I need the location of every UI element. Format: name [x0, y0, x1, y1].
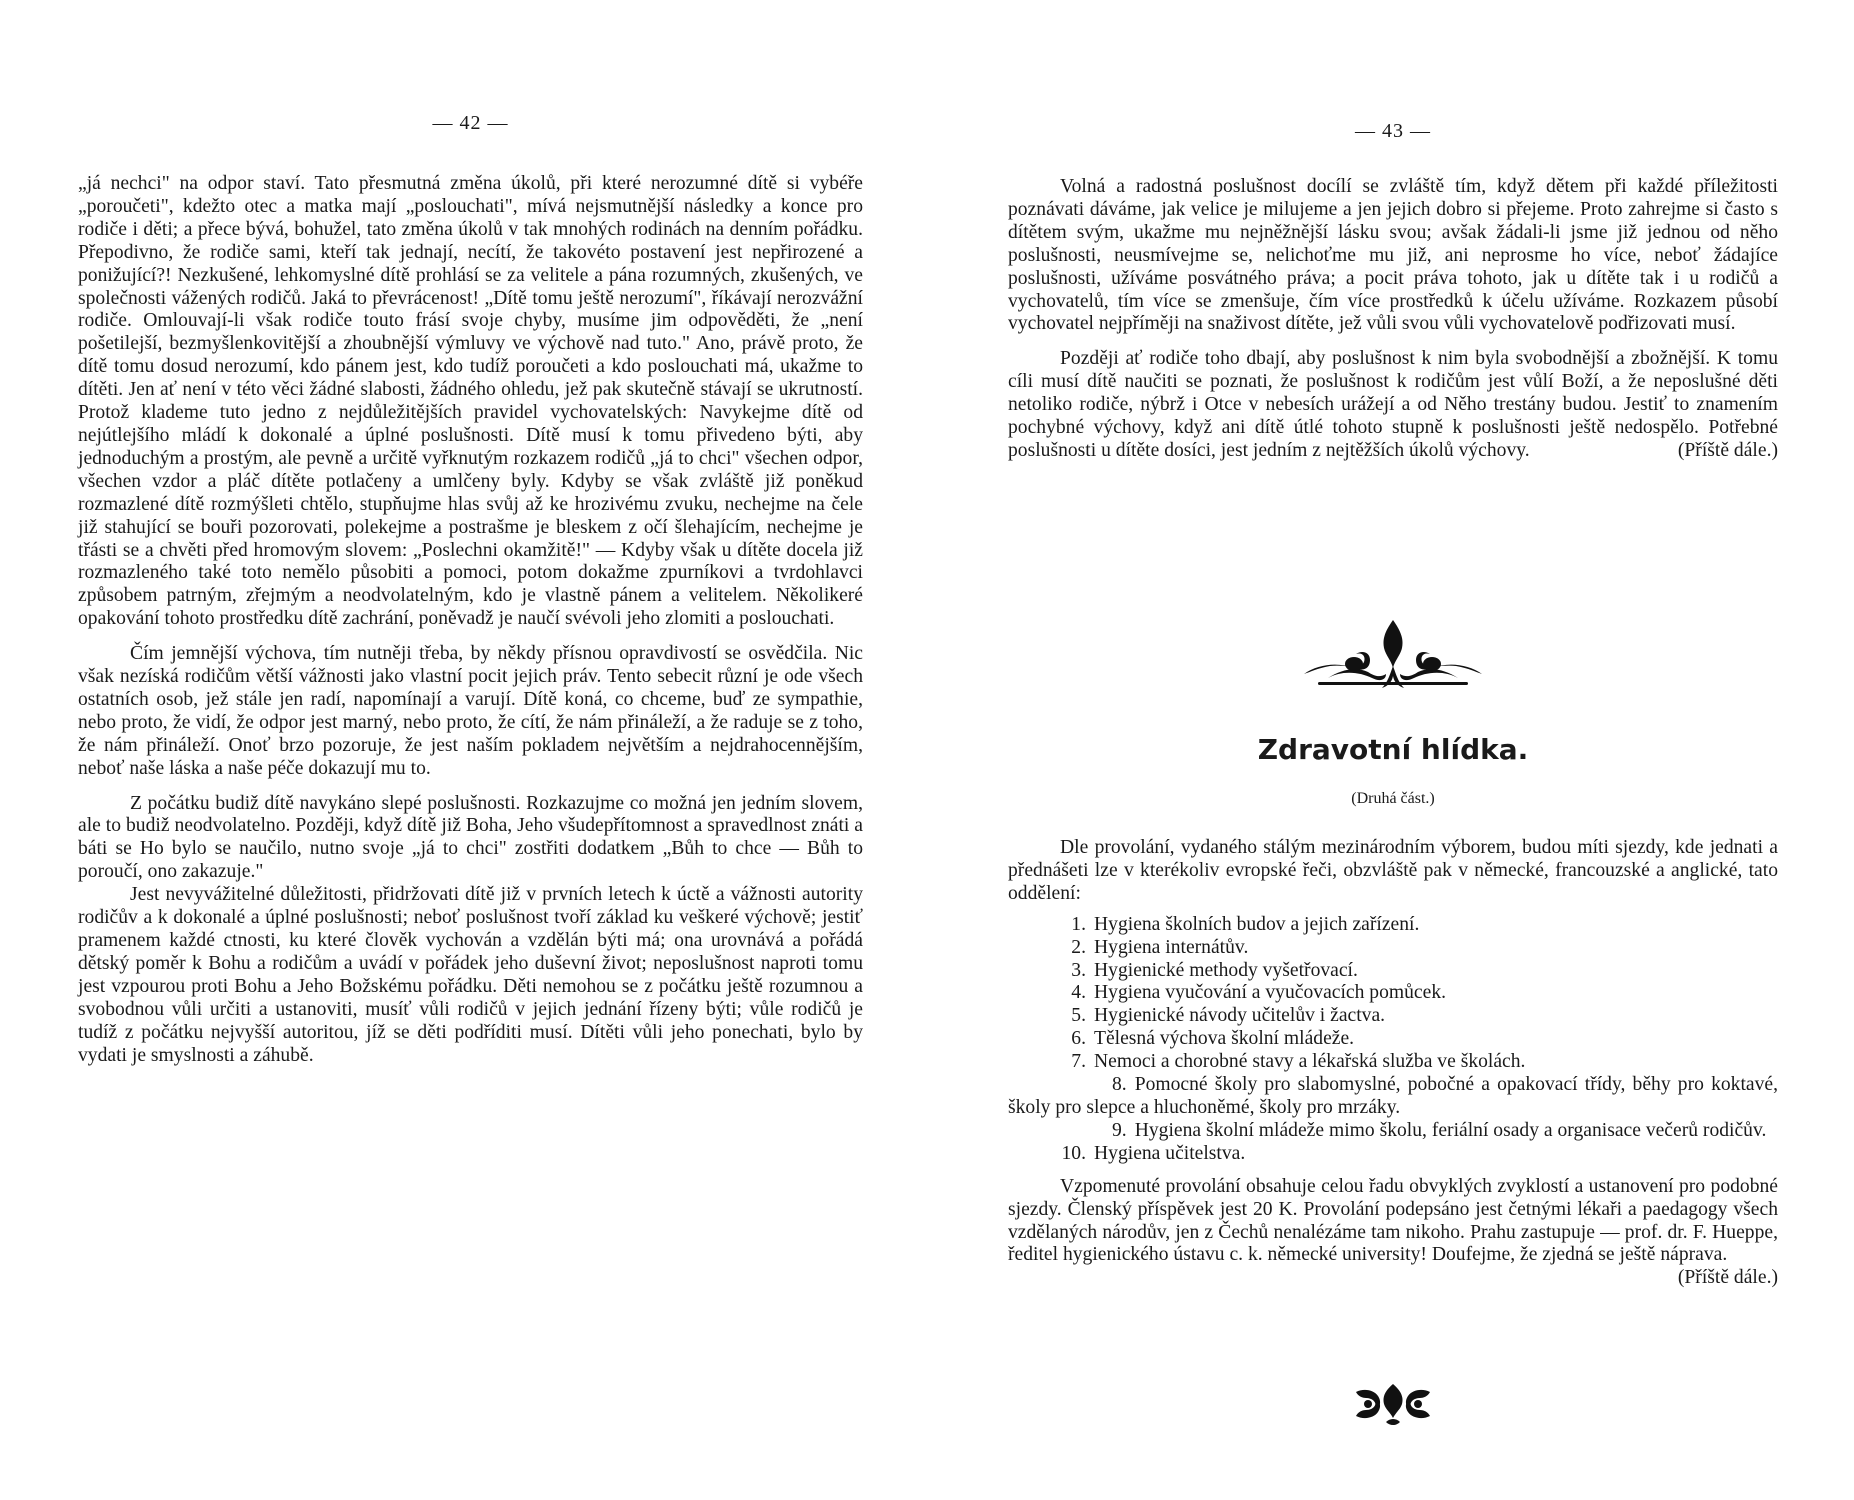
list-item: 6. Tělesná výchova školní mládeže. — [1071, 1028, 1355, 1050]
list-item: 8. Pomocné školy pro slabomyslné, pobočné a opakovací třídy, běhy pro koktavé, školy pro slepce a hluchoněmé, školy pro mrzáky. — [1008, 1074, 1778, 1118]
list-item: 2. Hygiena internátův. — [1071, 936, 1249, 958]
paragraph: Čím jemnější výchova, tím nutněji třeba, by někdy přísnou opravdivostí se osvědčila. Nic však nezíská rodičům větší vážnosti jako vlastní pocit jejich práv. Tento sebecit různí je ode všech ostatních osob, jež stále jen radí, napomínají a varují. Dítě koná, co chceme, buď ze sympathie, nebo proto, že vidí, že odpor jest marný, nebo proto, že cítí, že nám přináleží, a že raduje se z toho, že nám přináleží. Onoť brzo pozoruje, že jest naším pokladem největším a nejdrahocennějším, neboť naše láska a naše péče dokazují mu to. — [78, 643, 863, 779]
list-item: 4. Hygiena vyučování a vyučovacích pomůcek. — [1071, 982, 1447, 1004]
paragraph — [1008, 1175, 1778, 1289]
list-item: 7. Nemoci a chorobné stavy a lékařská služba ve školách. — [1071, 1051, 1526, 1073]
paragraph: „já nechci" na odpor staví. Tato přesmutná změna úkolů, při které nerozumné dítě si vybéře „poroučeti", kdežto otec a matka mají „poslouchati", mívá nejsmutnější následky a konce pro rodiče i děti; a přece bývá, bohužel, tato změna úkolů v tak mnohých rodinách na denním pořádku. Přepodivno, že rodiče sami, kteří tak jednají, necítí, že takovéto postavení jest nepřirozené a ponižující?! Nezkušené, lehkomyslné dítě prohlásí se za velitele a pána rozumných, zkušených, ve společnosti vážených rodičů. Jaká to převrácenost! „Dítě tomu ještě nerozumí", říkávají nerozvážní rodiče. Omlouvají-li však rodiče touto frásí svoje chyby, musíme jim odpověděti, že „není pošetilejší, bezmyšlenkovitější a zhoubnější výmluvy ve výchově nad tuto." Ano, právě proto, že dítě tomu dosud nerozumí, kdo pánem jest, kdo tudíž poroučeti a kdo poslouchati má, ukažme to dítěti. Jen ať není v této věci žádné slabosti, žádného ohledu, jež pak skutečně stávají se ukrutností. Protož klademe tuto jedno z nejdůležitějších pravidel vychovatelských: Navykejme dítě od nejútlejšího mládí k dokonalé a úplné poslušnosti. Dítě musí k tomu přivedeno býti, aby jednoduchým a prostým, ale pevně a určitě vyřknutým rozkazem rodičů „já to chci" všechen odpor, všechen vzdor a pláč dítěte potlačeny a umlčeny byly. Kdyby se však zvláště již poněkud rozmazlené dítě rozmýšleti chtělo, stupňujme hlas svůj až ke hrozivému zvuku, nechejme na čele již stahující se bouři pozorovati, polekejme a postrašme je bleskem z očí šlehajícím, nechejme je třásti se a chvěti před hromovým slovem: „Poslechni okamžitě!" — Kdyby však u dítěte docela již rozmazleného také toto nemělo působiti a pomoci, potom dokažme zpurníkovi a tvrdohlavci způsobem patrným, zřejmým a neodvolatelným, kdo je vlastně pánem a velitelem. Několikeré opakování tohoto prostředku dítě zachrání, poněvadž je naučí svévoli jeho zlomiti a poslouchati. — [78, 173, 863, 630]
hygiene-section — [1008, 837, 1778, 1290]
paragraph-text: Vzpomenuté provolání obsahuje celou řadu obvyklých zvyklostí a ustanovení pro podobné sjezdy. Členský příspěvek jest 20 K. Provolání podepsáno jest četnými lékaři a paedagogy všech vzdělaných národův, jen z Čechů nenalézáme tam nikoho. Prahu zastupuje — prof. dr. F. Hueppe, ředitel hygienického ústavu c. k. německé university! Doufejme, že zjedná se ještě náprava. — [1008, 1175, 1778, 1266]
right-page — [1008, 0, 1778, 1500]
continuation-note: (Příště dále.) — [1677, 439, 1778, 461]
section-heading: Zdravotní hlídka. — [1257, 733, 1529, 766]
right-page-body — [1008, 176, 1778, 463]
paragraph: Volná a radostná poslušnost docílí se zvláště tím, když dětem při každé příležitosti poznávati dáváme, jak velice je milujeme a jen jejich dobro si přejeme. Proto zahrejme si často s dítětem svým, ukažme mu nejněžnější lásku svou; avšak žádali-li jsme již jednou od něho poslušnosti, neusmívejme se, nelichoťme mu již, ani neprosme ho více, neboť žádajíce poslušnosti, užíváme posvátného práva; a pocit práva tohoto, jak u dítěte tak i u rodičů a vychovatelů, tím více se zmenšuje, čím více prostředků k účelu užíváme. Rozkazem působí vychovatel nejpříměji na snaživost dítěte, jež vůli svou vůli vychovatelově podřizovati musí. — [1008, 176, 1778, 335]
leaf-ornament-icon — [1348, 1378, 1438, 1430]
left-page — [78, 0, 863, 1500]
list-item: 1. Hygiena školních budov a jejich zařízení. — [1071, 913, 1420, 935]
paragraph-text: Později ať rodiče toho dbají, aby poslušnost k nim byla svobodnější a zbožnější. K tomu cíli musí dítě naučiti se poznati, že poslušnost k rodičům jest vůlí Boží, a že neposlušné děti netoliko rodiče, nýbrž i Otce v nebesích urážejí a od Něho trestány budou. Jestiť to znamením pochybné výchovy, když ani dítě útlé tohoto stupně k poslušnosti ještě nedospělo. Potřebné poslušnosti u dítěte dosíci, jest jedním z nejtěžších úkolů výchovy. — [1008, 348, 1778, 461]
list-item: 3. Hygienické methody vyšetřovací. — [1071, 959, 1358, 981]
floral-ornament-icon — [1298, 616, 1488, 698]
continuation-note: (Příště dále.) — [1677, 1267, 1778, 1289]
list-item: 9. Hygiena školní mládeže mimo školu, feriální osady a organisace večerů rodičův. — [1112, 1119, 1767, 1141]
paragraph — [1008, 348, 1778, 463]
section-subheading: (Druhá část.) — [1351, 790, 1435, 807]
page-number-right: — 43 — — [1355, 120, 1431, 142]
list-item: 10. Hygiena učitelstva. — [1061, 1142, 1246, 1164]
paragraph: Dle provolání, vydaného stálým mezinárodním výborem, budou míti sjezdy, kde jednati a přednášeti lze v kterékoliv evropské řeči, obzvláště pak v německé, francouzské a anglické, tato oddělení: — [1008, 837, 1778, 904]
paragraph: Z počátku budiž dítě navykáno slepé poslušnosti. Rozkazujme co možná jen jedním slovem, ale to budiž neodvolatelno. Později, když dítě již Boha, Jeho všudepřítomnost a spravedlnost znáti a báti se Ho bylo se naučilo, nutno svoje „já to chci" zostřiti dodatkem „Bůh to chce — Bůh to poroučí, ono zakazuje." — [78, 792, 863, 883]
paragraph: Jest nevyvážitelné důležitosti, přidržovati dítě již v prvních letech k úctě a vážnosti autority rodičův a k dokonalé a úplné poslušnosti; neboť poslušnost tvoří základ ku veškeré výchově; jestiť pramenem každé ctnosti, ku které člověk vychován a vzdělán býti má; ona urovnává a pořádá dětský poměr k Bohu a rodičům a uvádí v pořádek jeho duševní život; neposlušnost naproti tomu jest vzpourou proti Bohu a Jeho Božskému pořádku. Děti nemohou se z počátku ještě rozumnou a svobodnou vůli určiti a ustanoviti, musíť vůli rodičů v jejich jednání řízeny býti; vůle rodičů je tudíž z počátku nejvyšší autoritou, jíž se děti podříditi musí. Dítěti vůli jeho ponechati, bylo by vydati je smyslnosti a záhubě. — [78, 884, 863, 1066]
page-number-left: — 42 — — [432, 112, 509, 134]
list-item: 5. Hygienické návody učitelův i žactva. — [1071, 1005, 1386, 1027]
left-page-body — [78, 173, 863, 1067]
sections-list — [1008, 914, 1778, 1166]
